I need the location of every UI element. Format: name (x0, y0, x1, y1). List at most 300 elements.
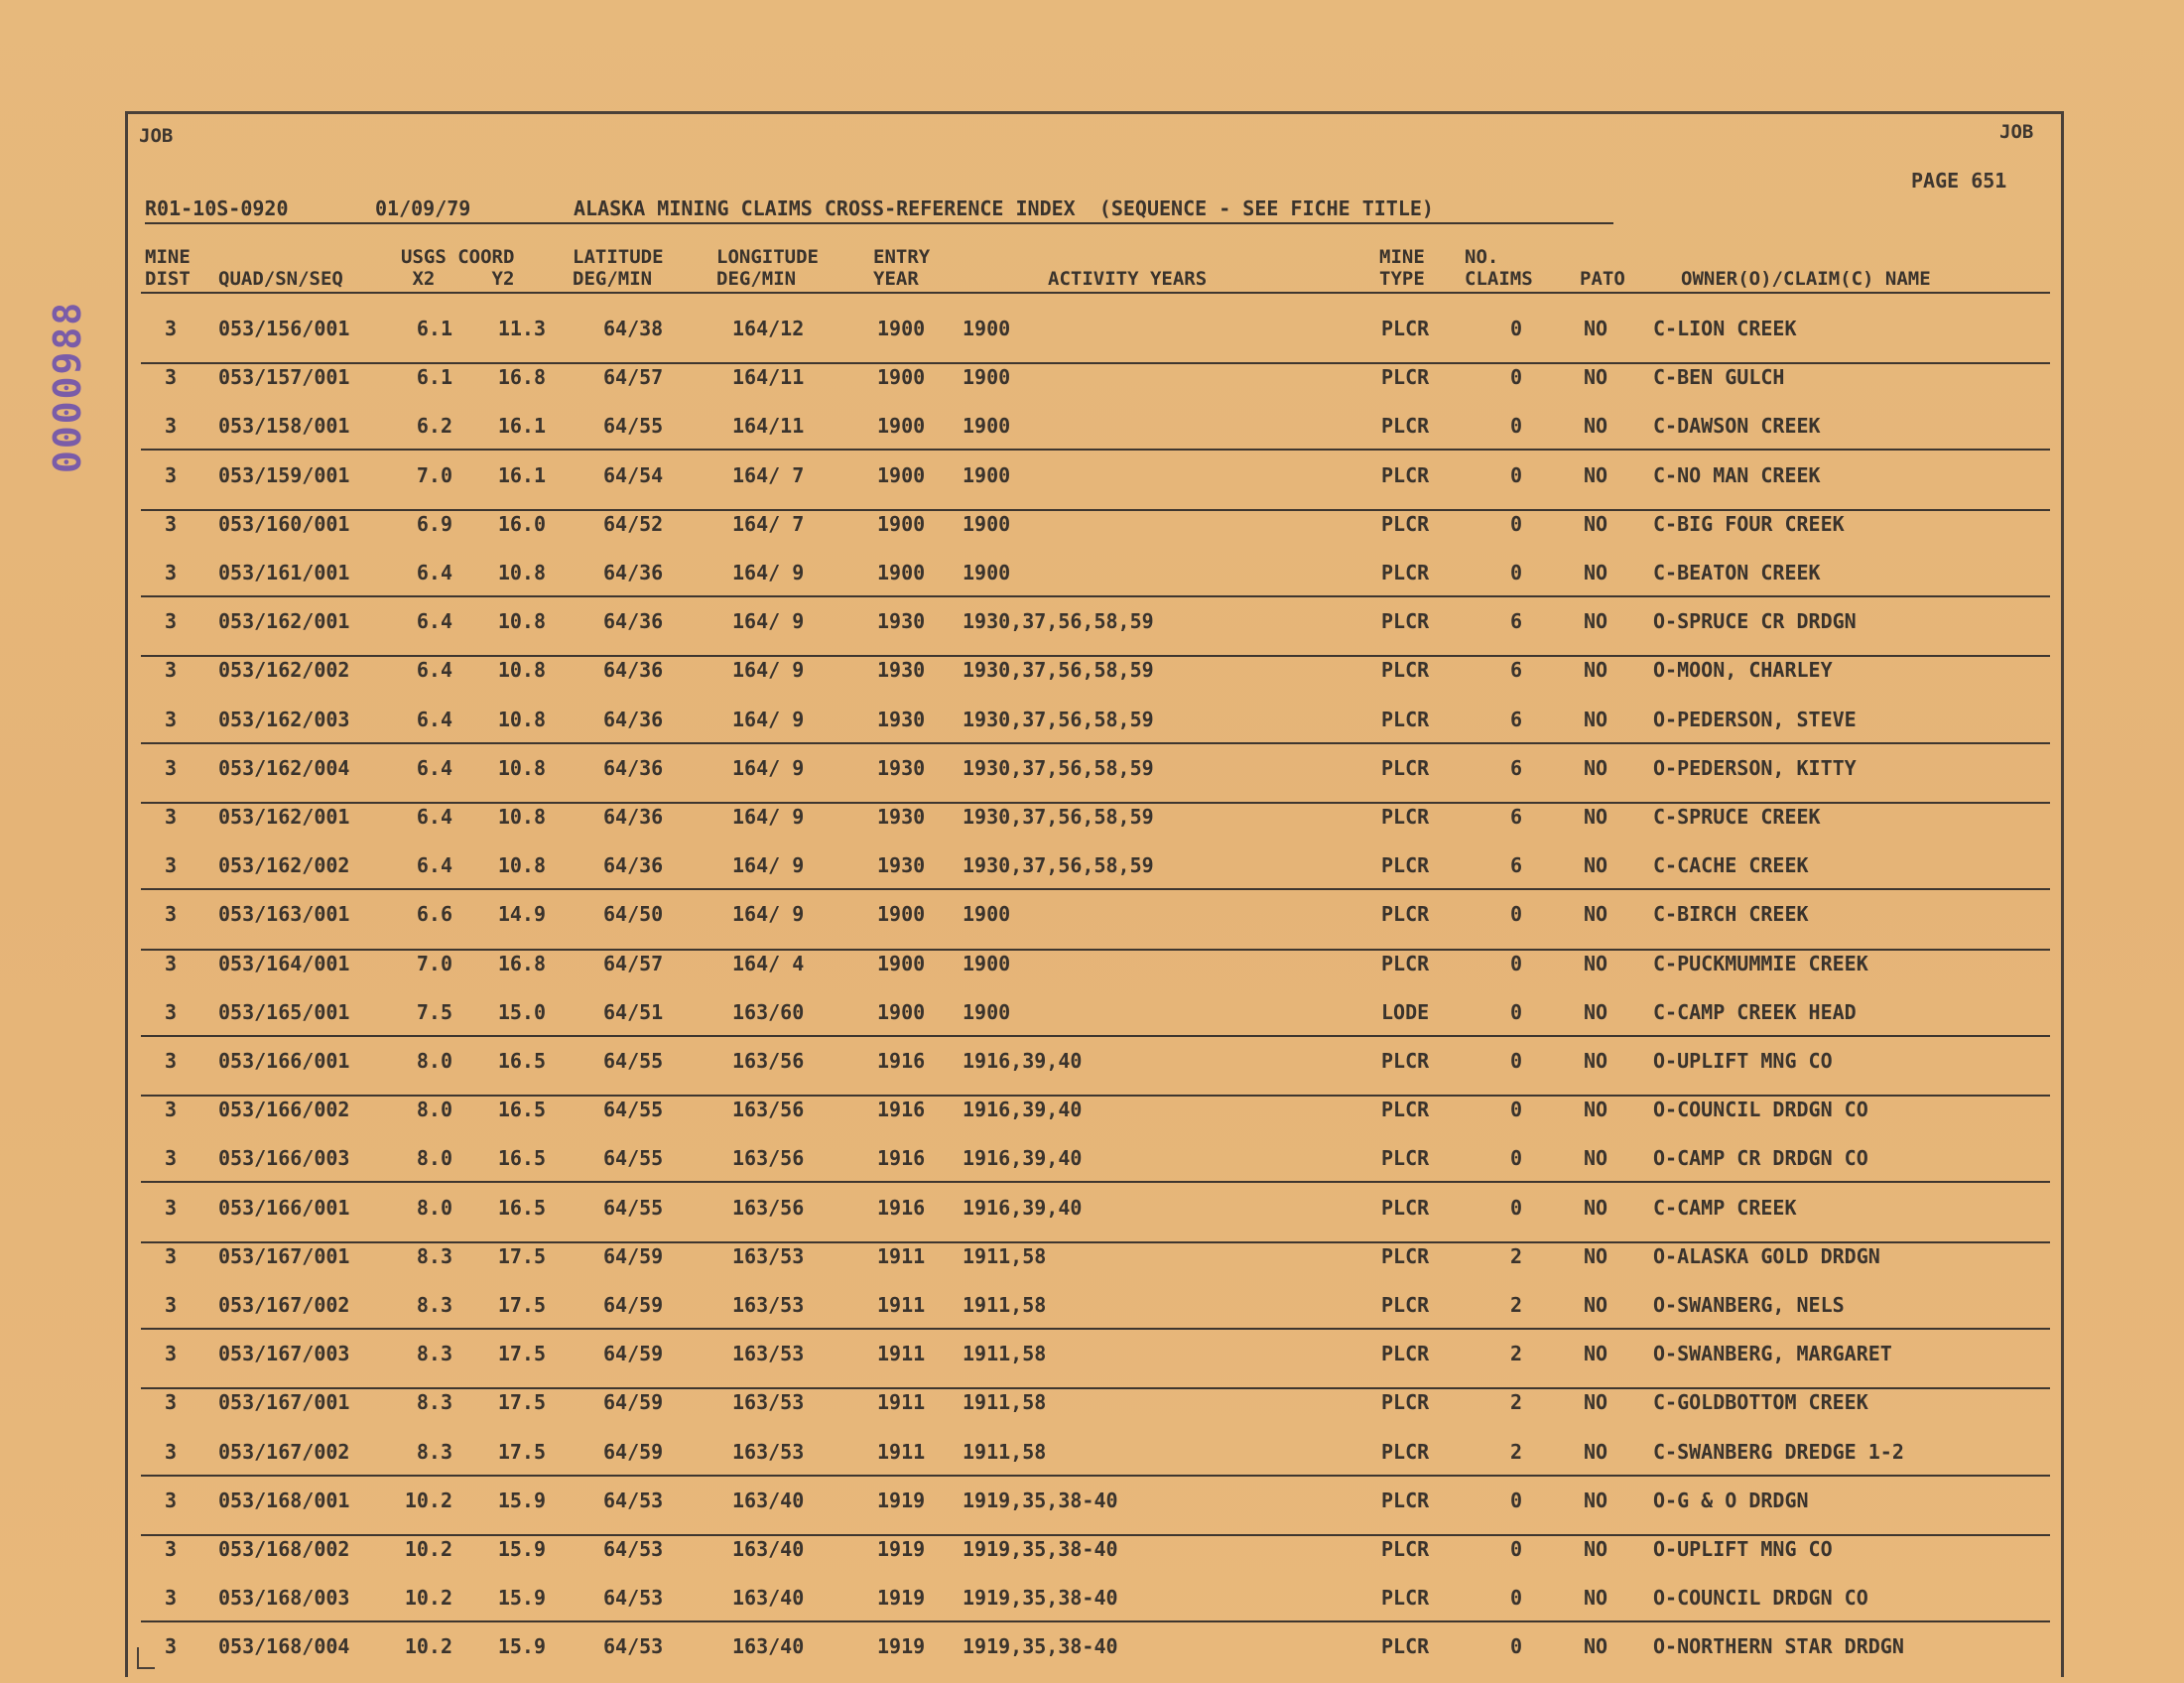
cell-longitude: 163/53 (732, 1293, 805, 1317)
cell-longitude: 163/56 (732, 1195, 805, 1220)
cell-quad-sn-seq: 053/158/001 (218, 414, 350, 439)
cell-no-claims: 0 (1510, 1586, 1523, 1611)
cell-owner-claim-name: C-BIG FOUR CREEK (1653, 511, 1845, 536)
cell-usgs-x2: 6.4 (416, 658, 452, 683)
cell-pato: NO (1584, 755, 1608, 780)
cell-no-claims: 0 (1510, 1488, 1523, 1512)
cell-usgs-x2: 6.4 (416, 609, 452, 634)
cell-quad-sn-seq: 053/168/002 (218, 1537, 350, 1561)
table-row (0, 402, 2184, 451)
cell-pato: NO (1584, 511, 1608, 536)
cell-usgs-y2: 10.8 (497, 805, 546, 829)
cell-activity-years: 1919,35,38-40 (963, 1634, 1118, 1659)
cell-quad-sn-seq: 053/157/001 (218, 365, 350, 390)
cell-usgs-x2: 6.2 (416, 414, 452, 439)
row-strike-rule (141, 802, 2050, 804)
cell-owner-claim-name: C-CAMP CREEK HEAD (1653, 999, 1857, 1024)
report-title: ALASKA MINING CLAIMS CROSS-REFERENCE INDEX (SEQUENCE - SEE FICHE TITLE) (574, 196, 1434, 220)
cell-activity-years: 1916,39,40 (963, 1049, 1083, 1073)
cell-longitude: 163/53 (732, 1342, 805, 1366)
table-row (0, 1086, 2184, 1134)
cell-latitude: 64/59 (603, 1243, 664, 1268)
cell-usgs-x2: 10.2 (404, 1586, 452, 1611)
cell-longitude: 163/40 (732, 1586, 805, 1611)
cell-usgs-x2: 10.2 (404, 1537, 452, 1561)
cell-entry-year: 1900 (877, 999, 926, 1024)
cell-mine-type: PLCR (1381, 1293, 1430, 1317)
cell-longitude: 164/ 9 (732, 658, 805, 683)
cell-pato: NO (1584, 561, 1608, 584)
cell-entry-year: 1919 (877, 1634, 926, 1659)
cell-mine-dist: 3 (165, 1586, 178, 1611)
cell-no-claims: 6 (1510, 658, 1523, 683)
table-row (0, 842, 2184, 890)
cell-entry-year: 1930 (877, 658, 926, 683)
job-label-left: JOB (139, 125, 174, 147)
cell-longitude: 163/40 (732, 1488, 805, 1512)
cell-usgs-y2: 16.1 (497, 462, 546, 487)
cell-mine-type: PLCR (1381, 1195, 1430, 1220)
cell-quad-sn-seq: 053/161/001 (218, 561, 350, 584)
cell-quad-sn-seq: 053/159/001 (218, 462, 350, 487)
cell-owner-claim-name: O-UPLIFT MNG CO (1653, 1537, 1833, 1561)
cell-mine-dist: 3 (165, 1146, 178, 1171)
cell-usgs-y2: 10.8 (497, 609, 546, 634)
cell-activity-years: 1919,35,38-40 (963, 1586, 1118, 1611)
cell-mine-dist: 3 (165, 511, 178, 536)
cell-longitude: 163/56 (732, 1146, 805, 1171)
cell-activity-years: 1900 (963, 317, 1011, 340)
cell-activity-years: 1930,37,56,58,59 (963, 658, 1154, 683)
cell-longitude: 163/53 (732, 1390, 805, 1415)
cell-pato: NO (1584, 1243, 1608, 1268)
cell-entry-year: 1911 (877, 1439, 926, 1464)
cell-latitude: 64/53 (603, 1586, 664, 1611)
cell-usgs-x2: 10.2 (404, 1634, 452, 1659)
cell-activity-years: 1911,58 (963, 1293, 1047, 1317)
col-activity-years: ACTIVITY YEARS (1048, 268, 1208, 290)
cell-latitude: 64/53 (603, 1537, 664, 1561)
col-mine-dist: MINE DIST (145, 246, 191, 290)
cell-quad-sn-seq: 053/164/001 (218, 951, 350, 975)
cell-owner-claim-name: C-CAMP CREEK (1653, 1195, 1797, 1220)
cell-activity-years: 1900 (963, 414, 1011, 439)
cell-usgs-x2: 8.0 (416, 1049, 452, 1073)
cell-pato: NO (1584, 1586, 1608, 1611)
cell-mine-type: PLCR (1381, 853, 1430, 878)
cell-mine-dist: 3 (165, 755, 178, 780)
cell-no-claims: 2 (1510, 1342, 1523, 1366)
cell-usgs-y2: 16.5 (497, 1146, 546, 1171)
cell-no-claims: 0 (1510, 511, 1523, 536)
cell-mine-dist: 3 (165, 365, 178, 390)
cell-longitude: 164/ 9 (732, 853, 805, 878)
cell-latitude: 64/57 (603, 951, 664, 975)
cell-usgs-x2: 6.1 (416, 317, 452, 340)
cell-mine-type: PLCR (1381, 902, 1430, 927)
cell-usgs-x2: 8.0 (416, 1146, 452, 1171)
table-row (0, 1428, 2184, 1477)
cell-activity-years: 1911,58 (963, 1342, 1047, 1366)
cell-latitude: 64/36 (603, 755, 664, 780)
cell-latitude: 64/51 (603, 999, 664, 1024)
row-strike-rule (141, 1241, 2050, 1243)
table-row (0, 597, 2184, 646)
cell-usgs-x2: 7.0 (416, 951, 452, 975)
table-row (0, 1037, 2184, 1086)
cell-mine-dist: 3 (165, 1195, 178, 1220)
cell-mine-type: LODE (1381, 999, 1430, 1024)
cell-longitude: 163/53 (732, 1439, 805, 1464)
cell-mine-type: PLCR (1381, 511, 1430, 536)
cell-owner-claim-name: C-BEATON CREEK (1653, 561, 1821, 584)
cell-entry-year: 1900 (877, 462, 926, 487)
cell-owner-claim-name: O-SWANBERG, NELS (1653, 1293, 1845, 1317)
col-pato: PATO (1580, 268, 1625, 290)
cell-owner-claim-name: O-PEDERSON, KITTY (1653, 755, 1857, 780)
cell-usgs-x2: 6.6 (416, 902, 452, 927)
cell-quad-sn-seq: 053/162/003 (218, 707, 350, 731)
cell-pato: NO (1584, 805, 1608, 829)
table-row (0, 1574, 2184, 1622)
cell-usgs-y2: 17.5 (497, 1243, 546, 1268)
cell-activity-years: 1900 (963, 511, 1011, 536)
cell-usgs-x2: 6.4 (416, 561, 452, 584)
cell-owner-claim-name: O-ALASKA GOLD DRDGN (1653, 1243, 1880, 1268)
cell-pato: NO (1584, 707, 1608, 731)
cell-entry-year: 1916 (877, 1195, 926, 1220)
cell-longitude: 163/40 (732, 1634, 805, 1659)
cell-longitude: 164/ 9 (732, 755, 805, 780)
cell-entry-year: 1919 (877, 1537, 926, 1561)
row-strike-rule (141, 1095, 2050, 1097)
cell-quad-sn-seq: 053/163/001 (218, 902, 350, 927)
cell-mine-type: PLCR (1381, 1049, 1430, 1073)
cell-mine-type: PLCR (1381, 462, 1430, 487)
cell-quad-sn-seq: 053/162/004 (218, 755, 350, 780)
cell-mine-dist: 3 (165, 561, 178, 584)
cell-latitude: 64/54 (603, 462, 664, 487)
cell-latitude: 64/36 (603, 805, 664, 829)
cell-pato: NO (1584, 1049, 1608, 1073)
cell-owner-claim-name: C-CACHE CREEK (1653, 853, 1809, 878)
cell-owner-claim-name: C-DAWSON CREEK (1653, 414, 1821, 439)
col-owner-claim-name: OWNER(O)/CLAIM(C) NAME (1681, 268, 1931, 290)
cell-no-claims: 0 (1510, 1146, 1523, 1171)
cell-owner-claim-name: O-CAMP CR DRDGN CO (1653, 1146, 1868, 1171)
cell-owner-claim-name: O-UPLIFT MNG CO (1653, 1049, 1833, 1073)
cell-mine-type: PLCR (1381, 1586, 1430, 1611)
cell-mine-type: PLCR (1381, 1439, 1430, 1464)
cell-quad-sn-seq: 053/166/003 (218, 1146, 350, 1171)
cell-latitude: 64/36 (603, 707, 664, 731)
header-underline (145, 222, 1613, 224)
cell-quad-sn-seq: 053/162/001 (218, 805, 350, 829)
cell-latitude: 64/55 (603, 1098, 664, 1122)
cell-pato: NO (1584, 1390, 1608, 1415)
cell-usgs-x2: 8.3 (416, 1390, 452, 1415)
cell-activity-years: 1900 (963, 365, 1011, 390)
cell-mine-type: PLCR (1381, 805, 1430, 829)
cell-usgs-x2: 7.0 (416, 462, 452, 487)
cell-longitude: 164/12 (732, 317, 805, 340)
col-no-claims: NO. CLAIMS (1465, 246, 1533, 290)
cell-owner-claim-name: C-BEN GULCH (1653, 365, 1785, 390)
cell-longitude: 163/53 (732, 1243, 805, 1268)
cell-usgs-y2: 16.1 (497, 414, 546, 439)
cell-entry-year: 1900 (877, 511, 926, 536)
table-row (0, 1330, 2184, 1378)
cell-mine-dist: 3 (165, 414, 178, 439)
row-strike-rule (141, 1534, 2050, 1536)
cell-no-claims: 0 (1510, 1098, 1523, 1122)
cell-entry-year: 1919 (877, 1586, 926, 1611)
col-longitude: LONGITUDE DEG/MIN (716, 246, 819, 290)
cell-latitude: 64/50 (603, 902, 664, 927)
table-row (0, 305, 2184, 353)
cell-entry-year: 1900 (877, 365, 926, 390)
cell-latitude: 64/57 (603, 365, 664, 390)
cell-usgs-x2: 6.9 (416, 511, 452, 536)
cell-mine-dist: 3 (165, 999, 178, 1024)
cell-no-claims: 6 (1510, 853, 1523, 878)
cell-mine-dist: 3 (165, 1488, 178, 1512)
cell-mine-dist: 3 (165, 805, 178, 829)
col-mine-type: MINE TYPE (1379, 246, 1425, 290)
cell-latitude: 64/36 (603, 609, 664, 634)
table-row (0, 1378, 2184, 1427)
cell-usgs-x2: 8.3 (416, 1342, 452, 1366)
cell-quad-sn-seq: 053/160/001 (218, 511, 350, 536)
table-row (0, 744, 2184, 793)
cell-no-claims: 6 (1510, 707, 1523, 731)
cell-pato: NO (1584, 317, 1608, 340)
cell-owner-claim-name: C-PUCKMUMMIE CREEK (1653, 951, 1868, 975)
cell-mine-dist: 3 (165, 707, 178, 731)
cell-mine-type: PLCR (1381, 414, 1430, 439)
cell-owner-claim-name: O-SWANBERG, MARGARET (1653, 1342, 1892, 1366)
cell-usgs-x2: 8.0 (416, 1098, 452, 1122)
cell-activity-years: 1916,39,40 (963, 1146, 1083, 1171)
cell-activity-years: 1911,58 (963, 1243, 1047, 1268)
cell-latitude: 64/53 (603, 1634, 664, 1659)
cell-usgs-y2: 10.8 (497, 853, 546, 878)
table-row (0, 549, 2184, 597)
cell-no-claims: 0 (1510, 414, 1523, 439)
cell-latitude: 64/59 (603, 1439, 664, 1464)
cell-usgs-y2: 15.9 (497, 1586, 546, 1611)
cell-mine-type: PLCR (1381, 1634, 1430, 1659)
cell-usgs-y2: 16.5 (497, 1049, 546, 1073)
cell-longitude: 164/ 9 (732, 707, 805, 731)
cell-quad-sn-seq: 053/167/002 (218, 1439, 350, 1464)
cell-pato: NO (1584, 1293, 1608, 1317)
cell-usgs-x2: 6.4 (416, 755, 452, 780)
ink-stamp: 0000988 (46, 300, 89, 474)
cell-no-claims: 0 (1510, 1195, 1523, 1220)
cell-mine-type: PLCR (1381, 1098, 1430, 1122)
table-row (0, 353, 2184, 402)
cell-pato: NO (1584, 1146, 1608, 1171)
cell-activity-years: 1930,37,56,58,59 (963, 707, 1154, 731)
cell-entry-year: 1930 (877, 755, 926, 780)
cell-quad-sn-seq: 053/162/002 (218, 658, 350, 683)
cell-mine-type: PLCR (1381, 1390, 1430, 1415)
cell-usgs-x2: 6.4 (416, 853, 452, 878)
cell-usgs-y2: 11.3 (497, 317, 546, 340)
table-row (0, 1134, 2184, 1183)
cell-mine-dist: 3 (165, 1634, 178, 1659)
report-id: R01-10S-0920 (145, 196, 289, 220)
cell-activity-years: 1916,39,40 (963, 1098, 1083, 1122)
cell-longitude: 164/ 9 (732, 902, 805, 927)
job-label-right: JOB (1999, 121, 2034, 143)
cell-mine-dist: 3 (165, 609, 178, 634)
cell-mine-dist: 3 (165, 1342, 178, 1366)
cell-pato: NO (1584, 609, 1608, 634)
cell-owner-claim-name: O-MOON, CHARLEY (1653, 658, 1833, 683)
cell-latitude: 64/36 (603, 853, 664, 878)
table-row (0, 452, 2184, 500)
cell-mine-dist: 3 (165, 317, 178, 340)
cell-usgs-y2: 10.8 (497, 658, 546, 683)
cell-mine-type: PLCR (1381, 1537, 1430, 1561)
cell-owner-claim-name: O-G & O DRDGN (1653, 1488, 1809, 1512)
cell-no-claims: 0 (1510, 1049, 1523, 1073)
cell-quad-sn-seq: 053/167/002 (218, 1293, 350, 1317)
table-row (0, 793, 2184, 842)
table-row (0, 696, 2184, 744)
cell-usgs-y2: 16.5 (497, 1195, 546, 1220)
cell-no-claims: 0 (1510, 561, 1523, 584)
cell-usgs-x2: 7.5 (416, 999, 452, 1024)
cell-pato: NO (1584, 462, 1608, 487)
table-row (0, 1184, 2184, 1232)
cell-longitude: 164/ 7 (732, 511, 805, 536)
cell-mine-dist: 3 (165, 1098, 178, 1122)
cell-entry-year: 1911 (877, 1293, 926, 1317)
cell-longitude: 164/ 9 (732, 561, 805, 584)
cell-usgs-x2: 8.3 (416, 1243, 452, 1268)
cell-mine-type: PLCR (1381, 609, 1430, 634)
cell-no-claims: 0 (1510, 999, 1523, 1024)
cell-mine-type: PLCR (1381, 658, 1430, 683)
cell-no-claims: 0 (1510, 951, 1523, 975)
cell-no-claims: 0 (1510, 1537, 1523, 1561)
cell-no-claims: 6 (1510, 805, 1523, 829)
cell-mine-type: PLCR (1381, 1342, 1430, 1366)
cell-no-claims: 2 (1510, 1243, 1523, 1268)
cell-owner-claim-name: O-NORTHERN STAR DRDGN (1653, 1634, 1904, 1659)
cell-owner-claim-name: C-LION CREEK (1653, 317, 1797, 340)
cell-quad-sn-seq: 053/166/001 (218, 1195, 350, 1220)
cell-activity-years: 1900 (963, 561, 1011, 584)
row-strike-rule (141, 362, 2050, 364)
cell-mine-dist: 3 (165, 1293, 178, 1317)
cell-quad-sn-seq: 053/166/002 (218, 1098, 350, 1122)
cell-no-claims: 0 (1510, 462, 1523, 487)
cell-usgs-y2: 17.5 (497, 1439, 546, 1464)
cell-mine-dist: 3 (165, 1537, 178, 1561)
cell-quad-sn-seq: 053/165/001 (218, 999, 350, 1024)
cell-latitude: 64/36 (603, 658, 664, 683)
cell-usgs-y2: 15.9 (497, 1488, 546, 1512)
cell-latitude: 64/55 (603, 1195, 664, 1220)
cell-entry-year: 1900 (877, 561, 926, 584)
cell-mine-type: PLCR (1381, 1146, 1430, 1171)
cell-pato: NO (1584, 414, 1608, 439)
cell-owner-claim-name: O-PEDERSON, STEVE (1653, 707, 1857, 731)
cell-activity-years: 1916,39,40 (963, 1195, 1083, 1220)
cell-latitude: 64/52 (603, 511, 664, 536)
cell-entry-year: 1916 (877, 1098, 926, 1122)
table-row (0, 1232, 2184, 1281)
cell-latitude: 64/53 (603, 1488, 664, 1512)
cell-pato: NO (1584, 999, 1608, 1024)
cell-longitude: 164/ 9 (732, 805, 805, 829)
cell-usgs-y2: 14.9 (497, 902, 546, 927)
cell-pato: NO (1584, 1488, 1608, 1512)
cell-no-claims: 0 (1510, 317, 1523, 340)
cell-owner-claim-name: O-COUNCIL DRDGN CO (1653, 1586, 1868, 1611)
table-row (0, 1622, 2184, 1671)
table-row (0, 1477, 2184, 1525)
cell-longitude: 164/ 9 (732, 609, 805, 634)
col-latitude: LATITUDE DEG/MIN (573, 246, 664, 290)
cell-usgs-y2: 15.9 (497, 1634, 546, 1659)
cell-quad-sn-seq: 053/167/001 (218, 1390, 350, 1415)
col-entry-year: ENTRY YEAR (873, 246, 931, 290)
cell-activity-years: 1900 (963, 462, 1011, 487)
cell-entry-year: 1911 (877, 1342, 926, 1366)
cell-mine-type: PLCR (1381, 561, 1430, 584)
cell-usgs-y2: 15.0 (497, 999, 546, 1024)
report-date: 01/09/79 (375, 196, 471, 220)
cell-entry-year: 1911 (877, 1243, 926, 1268)
cell-longitude: 163/56 (732, 1098, 805, 1122)
cell-mine-type: PLCR (1381, 707, 1430, 731)
cell-quad-sn-seq: 053/156/001 (218, 317, 350, 340)
cell-mine-type: PLCR (1381, 365, 1430, 390)
cell-mine-dist: 3 (165, 902, 178, 927)
cell-usgs-x2: 6.4 (416, 707, 452, 731)
row-strike-rule (141, 655, 2050, 657)
cell-pato: NO (1584, 365, 1608, 390)
cell-pato: NO (1584, 902, 1608, 927)
cell-usgs-y2: 16.8 (497, 365, 546, 390)
cell-owner-claim-name: C-NO MAN CREEK (1653, 462, 1821, 487)
cell-owner-claim-name: C-SPRUCE CREEK (1653, 805, 1821, 829)
cell-owner-claim-name: C-SWANBERG DREDGE 1-2 (1653, 1439, 1904, 1464)
cell-activity-years: 1900 (963, 999, 1011, 1024)
cell-pato: NO (1584, 853, 1608, 878)
cell-latitude: 64/36 (603, 561, 664, 584)
cell-mine-dist: 3 (165, 1049, 178, 1073)
cell-usgs-x2: 6.1 (416, 365, 452, 390)
cell-longitude: 163/60 (732, 999, 805, 1024)
cell-latitude: 64/55 (603, 414, 664, 439)
cell-usgs-x2: 8.3 (416, 1439, 452, 1464)
cell-entry-year: 1930 (877, 805, 926, 829)
row-strike-rule (141, 509, 2050, 511)
cell-quad-sn-seq: 053/167/001 (218, 1243, 350, 1268)
cell-activity-years: 1919,35,38-40 (963, 1488, 1118, 1512)
table-row (0, 890, 2184, 939)
cell-usgs-y2: 16.8 (497, 951, 546, 975)
cell-entry-year: 1900 (877, 317, 926, 340)
cell-pato: NO (1584, 951, 1608, 975)
row-strike-rule (141, 949, 2050, 951)
